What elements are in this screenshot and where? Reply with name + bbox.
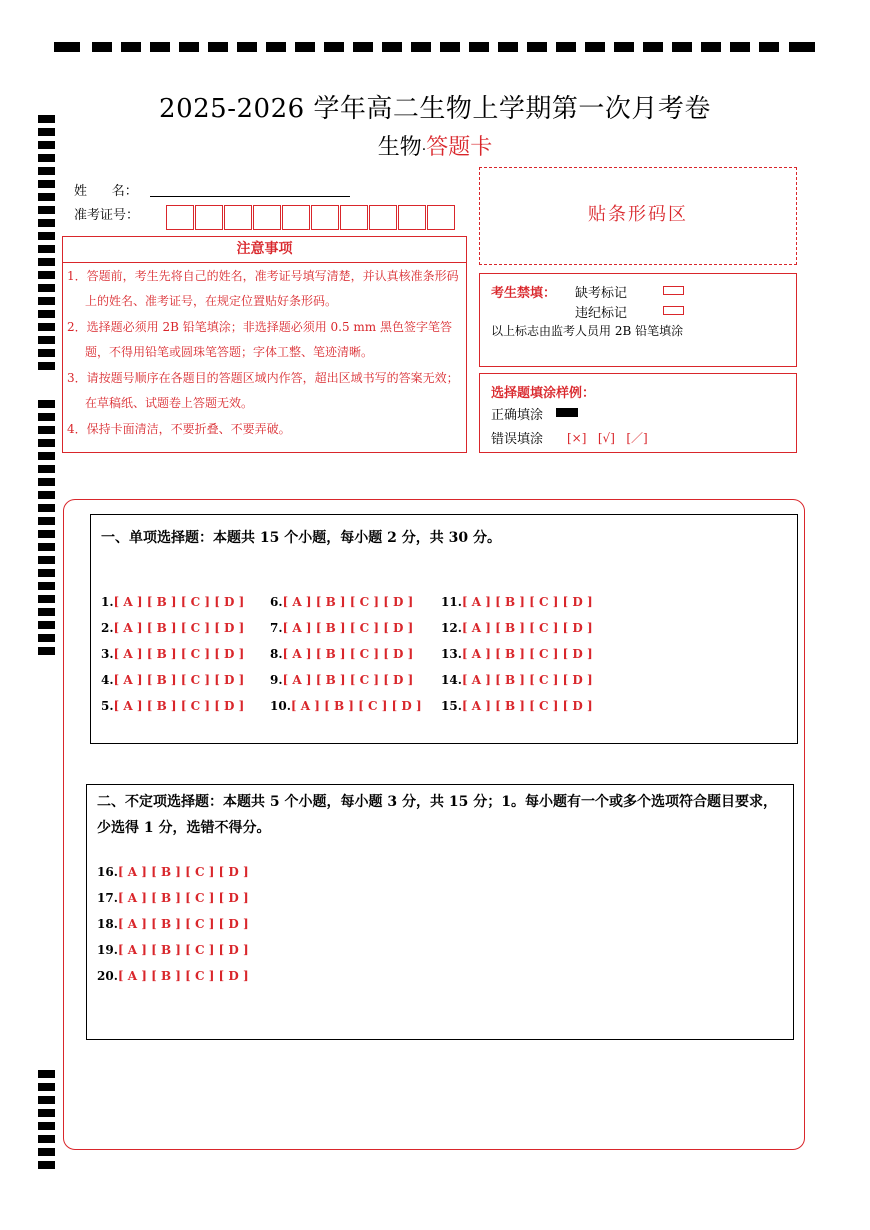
question-number: 11. — [441, 595, 462, 609]
timing-mark-top-start — [54, 42, 80, 52]
timing-mark-left — [38, 310, 55, 318]
question-options[interactable]: [ A ] [ B ] [ C ] [ D ] — [461, 647, 593, 661]
question-number: 18. — [97, 917, 118, 931]
timing-mark-left — [38, 167, 55, 175]
question-row[interactable] — [97, 943, 249, 957]
timing-mark-left — [38, 413, 55, 421]
timing-mark-top — [556, 42, 576, 52]
timing-mark-left — [38, 504, 55, 512]
question-options[interactable]: [ A ] [ B ] [ C ] [ D ] — [282, 647, 414, 661]
question-row[interactable] — [101, 647, 244, 661]
timing-mark-top — [527, 42, 547, 52]
timing-mark-top — [672, 42, 692, 52]
timing-mark-top — [440, 42, 460, 52]
section-multi-choice — [86, 784, 794, 1040]
fill-sample-heading: 选择题填涂样例： — [491, 386, 596, 401]
timing-mark-top — [121, 42, 141, 52]
timing-mark-left — [38, 439, 55, 447]
question-number: 14. — [441, 673, 462, 687]
timing-mark-left — [38, 634, 55, 642]
timing-mark-left — [38, 1161, 55, 1169]
timing-mark-left — [38, 258, 55, 266]
subject-label: 生物 — [377, 135, 422, 160]
timing-mark-left — [38, 621, 55, 629]
question-number: 3. — [101, 647, 114, 661]
timing-mark-left — [38, 193, 55, 201]
examiner-only-box — [479, 273, 797, 367]
timing-mark-left — [38, 1070, 55, 1078]
timing-mark-left — [38, 323, 55, 331]
question-options[interactable]: [ A ] [ B ] [ C ] [ D ] — [113, 673, 245, 687]
timing-mark-top — [92, 42, 112, 52]
question-row[interactable] — [441, 647, 593, 661]
timing-mark-left — [38, 595, 55, 603]
timing-mark-top — [266, 42, 286, 52]
question-number: 17. — [97, 891, 118, 905]
question-options[interactable]: [ A ] [ B ] [ C ] [ D ] — [117, 891, 249, 905]
timing-mark-left — [38, 452, 55, 460]
timing-mark-left — [38, 1122, 55, 1130]
question-row[interactable] — [97, 969, 249, 983]
absent-mark-label: 缺考标记 — [575, 286, 628, 301]
timing-mark-left — [38, 1109, 55, 1117]
timing-mark-left — [38, 1135, 55, 1143]
exam-id-label: 准考证号： — [74, 208, 140, 223]
notice-item-2: 2．选择题必须用 2B 铅笔填涂；非选择题必须用 0.5 mm 黑色签字笔答题，不得用铅笔或圆珠笔答题；字体工整、笔迹清晰。 — [67, 320, 453, 359]
timing-mark-top — [150, 42, 170, 52]
question-options[interactable]: [ A ] [ B ] [ C ] [ D ] — [113, 647, 245, 661]
timing-mark-left — [38, 556, 55, 564]
timing-mark-top — [353, 42, 373, 52]
question-row[interactable] — [270, 621, 413, 635]
question-options[interactable]: [ A ] [ B ] [ C ] [ D ] — [117, 917, 249, 931]
question-number: 5. — [101, 699, 114, 713]
question-options[interactable]: [ A ] [ B ] [ C ] [ D ] — [461, 621, 593, 635]
timing-mark-left — [38, 349, 55, 357]
correct-fill-mark — [556, 408, 578, 417]
question-options[interactable]: [ A ] [ B ] [ C ] [ D ] — [117, 865, 249, 879]
question-row[interactable] — [270, 699, 422, 713]
question-row[interactable] — [97, 865, 249, 879]
timing-mark-top — [324, 42, 344, 52]
question-options[interactable]: [ A ] [ B ] [ C ] [ D ] — [113, 699, 245, 713]
question-options[interactable]: [ A ] [ B ] [ C ] [ D ] — [461, 595, 593, 609]
question-row[interactable] — [441, 699, 593, 713]
timing-mark-left — [38, 180, 55, 188]
question-number: 16. — [97, 865, 118, 879]
timing-mark-left — [38, 336, 55, 344]
question-row[interactable] — [270, 595, 413, 609]
exam-id-digit-box[interactable] — [195, 205, 223, 230]
question-number: 12. — [441, 621, 462, 635]
timing-mark-left — [38, 478, 55, 486]
question-options[interactable]: [ A ] [ B ] [ C ] [ D ] — [282, 621, 414, 635]
card-subtitle — [0, 130, 870, 161]
name-field[interactable] — [150, 195, 350, 197]
timing-mark-left — [38, 543, 55, 551]
question-number: 4. — [101, 673, 114, 687]
violation-mark-label: 违纪标记 — [575, 306, 628, 321]
question-options[interactable]: [ A ] [ B ] [ C ] [ D ] — [117, 969, 249, 983]
question-options[interactable]: [ A ] [ B ] [ C ] [ D ] — [290, 699, 422, 713]
timing-mark-top — [469, 42, 489, 52]
timing-mark-left — [38, 400, 55, 408]
timing-mark-left — [38, 219, 55, 227]
question-options[interactable]: [ A ] [ B ] [ C ] [ D ] — [113, 621, 245, 635]
question-number: 8. — [270, 647, 283, 661]
question-row[interactable] — [97, 891, 249, 905]
question-number: 9. — [270, 673, 283, 687]
question-options[interactable]: [ A ] [ B ] [ C ] [ D ] — [282, 673, 414, 687]
section-2-title: 二、不定项选择题：本题共 5 个小题，每小题 3 分，共 15 分；1。每小题有一个或多个选项符合题目要求，少选得 1 分，选错不得分。 — [97, 794, 777, 836]
question-row[interactable] — [101, 673, 244, 687]
question-row[interactable] — [101, 595, 244, 609]
notice-item-4: 4．保持卡面清洁，不要折叠、不要弄破。 — [67, 422, 291, 436]
wrong-fill-marks: [×] [√] [／] — [567, 431, 648, 445]
timing-mark-top — [179, 42, 199, 52]
exam-title: 2025-2026 学年高二生物上学期第一次月考卷 — [159, 94, 711, 124]
question-row[interactable] — [101, 699, 244, 713]
timing-mark-left — [38, 271, 55, 279]
question-options[interactable]: [ A ] [ B ] [ C ] [ D ] — [461, 673, 593, 687]
question-number: 10. — [270, 699, 291, 713]
question-options[interactable]: [ A ] [ B ] [ C ] [ D ] — [461, 699, 593, 713]
exam-id-digit-box[interactable] — [398, 205, 426, 230]
timing-mark-left — [38, 245, 55, 253]
exam-id-digit-box[interactable] — [369, 205, 397, 230]
timing-mark-top — [382, 42, 402, 52]
question-number: 13. — [441, 647, 462, 661]
timing-mark-left — [38, 465, 55, 473]
question-number: 20. — [97, 969, 118, 983]
question-number: 1. — [101, 595, 114, 609]
timing-mark-left — [38, 582, 55, 590]
timing-mark-left — [38, 426, 55, 434]
question-number: 7. — [270, 621, 283, 635]
name-label: 姓 名： — [74, 184, 138, 199]
question-row[interactable] — [101, 621, 244, 635]
exam-id-digit-box[interactable] — [427, 205, 455, 230]
notice-item-3: 3．请按题号顺序在各题目的答题区域内作答，超出区域书写的答案无效；在草稿纸、试题卷上答题无效。 — [67, 371, 459, 410]
question-number: 2. — [101, 621, 114, 635]
timing-mark-left — [38, 362, 55, 370]
timing-mark-left — [38, 491, 55, 499]
question-row[interactable] — [441, 621, 593, 635]
card-label: 答题卡 — [426, 135, 493, 160]
notice-box — [62, 236, 467, 453]
question-number: 19. — [97, 943, 118, 957]
exam-id-digit-box[interactable] — [166, 205, 194, 230]
question-options[interactable]: [ A ] [ B ] [ C ] [ D ] — [282, 595, 414, 609]
notice-item-1: 1．答题前，考生先将自己的姓名，准考证号填写清楚，并认真核准条形码上的姓名、准考证号，在规定位置贴好条形码。 — [67, 269, 459, 308]
question-options[interactable]: [ A ] [ B ] [ C ] [ D ] — [113, 595, 245, 609]
timing-mark-left — [38, 206, 55, 214]
exam-id-digit-box[interactable] — [224, 205, 252, 230]
section-1-title: 一、单项选择题：本题共 15 个小题，每小题 2 分，共 30 分。 — [101, 530, 501, 546]
question-row[interactable] — [270, 673, 413, 687]
timing-mark-top — [585, 42, 605, 52]
wrong-fill-label: 错误填涂 — [491, 432, 544, 447]
timing-mark-left — [38, 608, 55, 616]
correct-fill-label: 正确填涂 — [491, 408, 544, 423]
absent-mark-box[interactable] — [663, 286, 684, 295]
timing-mark-top — [208, 42, 228, 52]
timing-mark-left — [38, 1096, 55, 1104]
question-number: 6. — [270, 595, 283, 609]
timing-mark-top — [759, 42, 779, 52]
barcode-area: 贴条形码区 — [479, 167, 797, 265]
timing-mark-left — [38, 1083, 55, 1091]
exam-id-digit-box[interactable] — [282, 205, 310, 230]
question-options[interactable]: [ A ] [ B ] [ C ] [ D ] — [117, 943, 249, 957]
exam-id-digit-box[interactable] — [253, 205, 281, 230]
timing-mark-left — [38, 284, 55, 292]
timing-mark-left — [38, 530, 55, 538]
question-row[interactable] — [97, 917, 249, 931]
examiner-only-heading: 考生禁填： — [491, 286, 557, 301]
subtitle-dot: · — [421, 142, 427, 158]
timing-mark-left — [38, 297, 55, 305]
timing-mark-top — [643, 42, 663, 52]
timing-mark-top — [498, 42, 518, 52]
violation-mark-box[interactable] — [663, 306, 684, 315]
timing-mark-top — [295, 42, 315, 52]
question-number: 15. — [441, 699, 462, 713]
question-row[interactable] — [441, 595, 593, 609]
timing-mark-left — [38, 517, 55, 525]
timing-mark-top — [237, 42, 257, 52]
exam-id-digit-box[interactable] — [340, 205, 368, 230]
examiner-note: 以上标志由监考人员用 2B 铅笔填涂 — [491, 324, 684, 338]
timing-mark-top — [730, 42, 750, 52]
question-row[interactable] — [441, 673, 593, 687]
fill-sample-box — [479, 373, 797, 453]
timing-mark-top — [701, 42, 721, 52]
timing-mark-top-end — [789, 42, 815, 52]
timing-mark-top — [411, 42, 431, 52]
timing-mark-left — [38, 647, 55, 655]
exam-id-digit-box[interactable] — [311, 205, 339, 230]
timing-mark-top — [614, 42, 634, 52]
timing-mark-left — [38, 569, 55, 577]
notice-heading: 注意事项 — [63, 237, 466, 263]
timing-mark-left — [38, 232, 55, 240]
question-row[interactable] — [270, 647, 413, 661]
timing-mark-left — [38, 1148, 55, 1156]
